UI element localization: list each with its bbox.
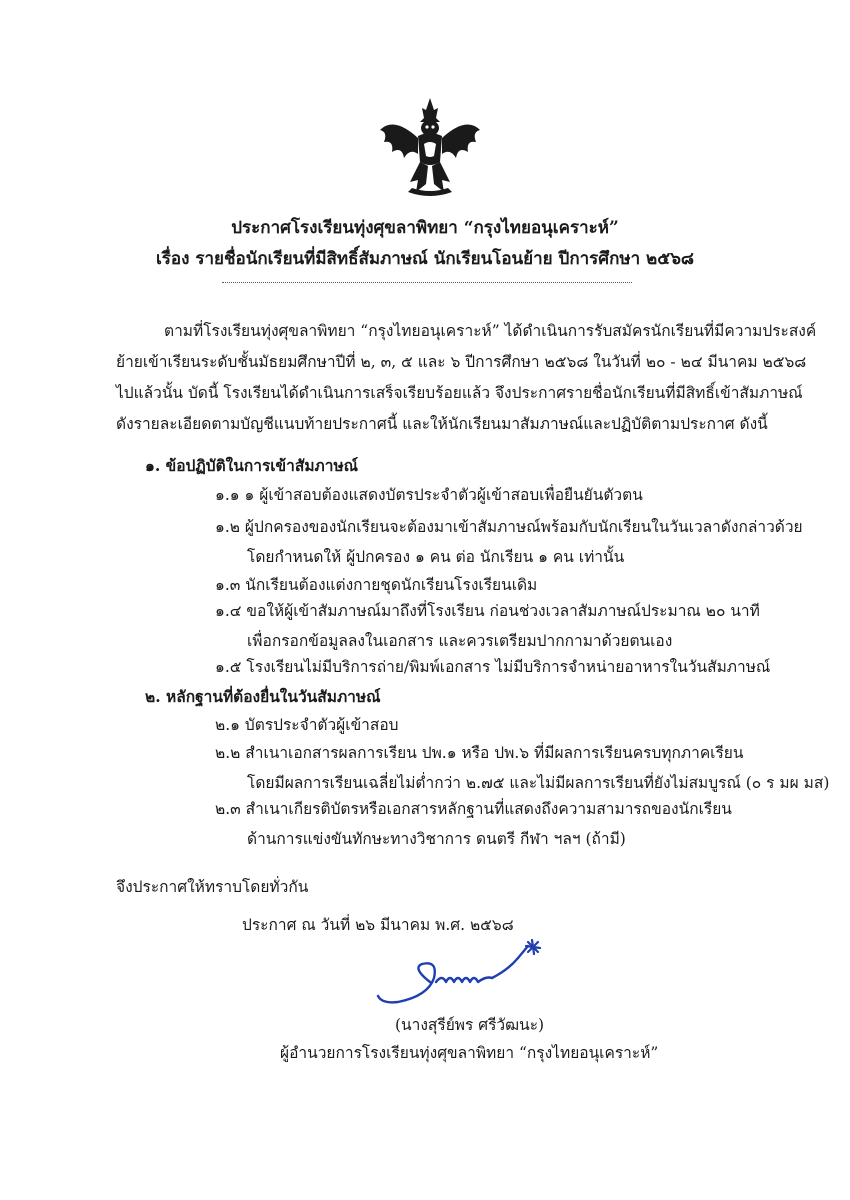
section2-heading: ๒. หลักฐานที่ต้องยื่นในวันสัมภาษณ์ [145,687,381,706]
paragraph-line: ย้ายเข้าเรียนระดับชั้นมัธยมศึกษาปีที่ ๒, ๓, ๕ และ ๖ ปีการศึกษา ๒๕๖๘ ในวันที่ ๒๐ - ๒๔ มีนาคม ๒๕๖๘ [116,353,807,371]
dotted-separator [222,282,632,283]
list-item: ๑.๔ ขอให้ผู้เข้าสัมภาษณ์มาถึงที่โรงเรียน ก่อนช่วงเวลาสัมภาษณ์ประมาณ ๒๐ นาที เพื่อกรอกข้อมูลลงในเอกสาร และควรเตรียมปากกามาด้วยตนเอง [215,602,760,650]
list-item: ๒.๓ สำเนาเกียรติบัตรหรือเอกสารหลักฐานที่แสดงถึงความสามารถของนักเรียน ด้านการแข่งขันทักษะทางวิชาการ ดนตรี กีฬา ฯลฯ (ถ้ามี) [215,800,732,848]
list-item: ๑.๒ ผู้ปกครองของนักเรียนจะต้องมาเข้าสัมภาษณ์พร้อมกับนักเรียนในวันเวลาดังกล่าวด้วย โดยกำหนดให้ ผู้ปกครอง ๑ คน ต่อ นักเรียน ๑ คน เท่านั้น [215,518,803,566]
signatory-position: ผู้อำนวยการโรงเรียนทุ่งศุขลาพิทยา “กรุงไทยอนุเคราะห์” [280,1044,659,1062]
paragraph-line: ดังรายละเอียดตามบัญชีแนบท้ายประกาศนี้ และให้นักเรียนมาสัมภาษณ์และปฏิบัติตามประกาศ ดังนี้ [116,415,768,433]
announcement-subject: เรื่อง รายชื่อนักเรียนที่มีสิทธิ์สัมภาษณ์ นักเรียนโอนย้าย ปีการศึกษา ๒๕๖๘ [155,249,695,269]
section1-heading: ๑. ข้อปฏิบัติในการเข้าสัมภาษณ์ [145,456,359,475]
paragraph-line: ไปแล้วนั้น บัดนี้ โรงเรียนได้ดำเนินการเสร็จเรียบร้อยแล้ว จึงประกาศรายชื่อนักเรียนที่มีสิทธิ์เข้าสัมภาษณ์ [116,384,803,402]
closing-statement: จึงประกาศให้ทราบโดยทั่วกัน [116,878,309,896]
signatory-name: (นางสุรีย์พร ศรีวัฒนะ) [395,1016,545,1034]
intro-paragraph [116,316,817,440]
announcement-title: ประกาศโรงเรียนทุ่งศุขลาพิทยา “กรุงไทยอนุเคราะห์” [231,218,619,238]
list-item: ๒.๒ สำเนาเอกสารผลการเรียน ปพ.๑ หรือ ปพ.๖ ที่มีผลการเรียนครบทุกภาคเรียน โดยมีผลการเรียนเฉลี่ยไม่ต่ำกว่า ๒.๗๕ และไม่มีผลการเรียนที่ยังไม่สมบูรณ์ (๐ ร มผ มส) [215,744,830,792]
list-item: ๑.๓ นักเรียนต้องแต่งกายชุดนักเรียนโรงเรียนเดิม [215,576,538,594]
list-item: ๒.๑ บัตรประจำตัวผู้เข้าสอบ [215,716,399,734]
list-item: ๑.๕ โรงเรียนไม่มีบริการถ่าย/พิมพ์เอกสาร ไม่มีบริการจำหน่ายอาหารในวันสัมภาษณ์ [215,658,771,676]
list-item: ๑.๑ ๑ ผู้เข้าสอบต้องแสดงบัตรประจำตัวผู้เข้าสอบเพื่อยืนยันตัวตน [215,486,643,504]
paragraph-line: ตามที่โรงเรียนทุ่งศุขลาพิทยา “กรุงไทยอนุเคราะห์” ได้ดำเนินการรับสมัครนักเรียนที่มีความประสงค์ [164,322,817,340]
announcement-date: ประกาศ ณ วันที่ ๒๖ มีนาคม พ.ศ. ๒๕๖๘ [242,916,514,934]
garuda-emblem-icon [374,96,486,200]
signature-icon [368,938,558,1008]
